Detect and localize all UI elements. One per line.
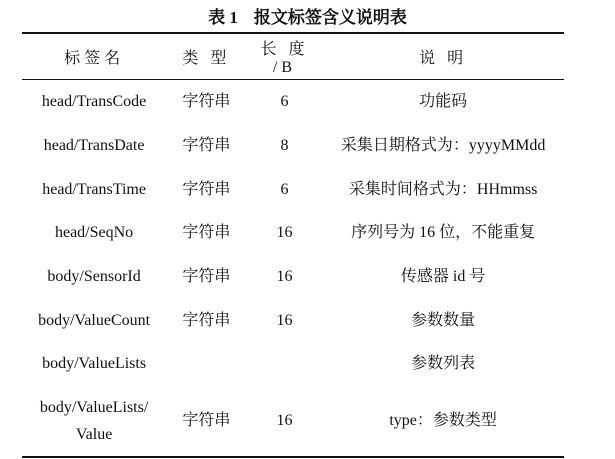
cell-type: 字符串 (182, 93, 231, 111)
table-row (22, 80, 564, 124)
column-header-type: 类 型 (166, 33, 246, 80)
table-row (22, 386, 564, 457)
cell-tag-name: body/ValueLists (42, 355, 147, 373)
cell-description: 序列号为 16 位，不能重复 (351, 224, 536, 242)
cell-type: 字符串 (182, 412, 231, 430)
cell-length: 8 (280, 137, 289, 155)
cell-description: 功能码 (419, 93, 468, 111)
table-title: 报文标签含义说明表 (253, 8, 407, 27)
table-header-row (22, 33, 564, 80)
table-row (22, 342, 564, 386)
column-header-description: 说 明 (322, 33, 564, 80)
cell-description: type：参数类型 (389, 412, 497, 430)
table-row (22, 167, 564, 211)
table-number: 表 1 (208, 8, 238, 27)
cell-description: 传感器 id 号 (400, 268, 486, 286)
message-tag-table (22, 32, 564, 458)
cell-type: 字符串 (182, 311, 231, 329)
cell-type (166, 342, 246, 386)
cell-length (247, 342, 323, 386)
cell-description: 参数数量 (411, 311, 476, 329)
cell-length: 6 (280, 180, 289, 198)
table-row (22, 255, 564, 299)
cell-type: 字符串 (182, 268, 231, 286)
cell-tag-name: body/ValueCount (38, 311, 151, 329)
cell-tag-name: head/TransTime (42, 180, 146, 198)
cell-tag-name: head/TransCode (41, 93, 147, 111)
column-header-length: 长 度 /B (247, 33, 323, 80)
table-caption (0, 3, 615, 28)
table-row (22, 298, 564, 342)
cell-length: 16 (276, 224, 293, 242)
cell-tag-name: body/SensorId (47, 268, 141, 286)
cell-description: 参数列表 (411, 355, 476, 373)
cell-description: 采集时间格式为：HHmmss (348, 180, 538, 198)
cell-type: 字符串 (182, 224, 231, 242)
cell-description: 采集日期格式为：yyyyMMdd (340, 137, 546, 155)
cell-type: 字符串 (182, 180, 231, 198)
cell-type: 字符串 (182, 137, 231, 155)
cell-length: 6 (280, 93, 289, 111)
table-row (22, 124, 564, 168)
cell-length: 16 (276, 311, 293, 329)
cell-tag-name: body/ValueLists/ Value (39, 398, 149, 443)
column-header-tag-name: 标签名 (22, 33, 166, 80)
cell-length: 16 (276, 412, 293, 430)
table-row (22, 211, 564, 255)
cell-tag-name: head/TransDate (43, 137, 145, 155)
cell-tag-name: head/SeqNo (54, 224, 134, 242)
cell-length: 16 (276, 268, 293, 286)
